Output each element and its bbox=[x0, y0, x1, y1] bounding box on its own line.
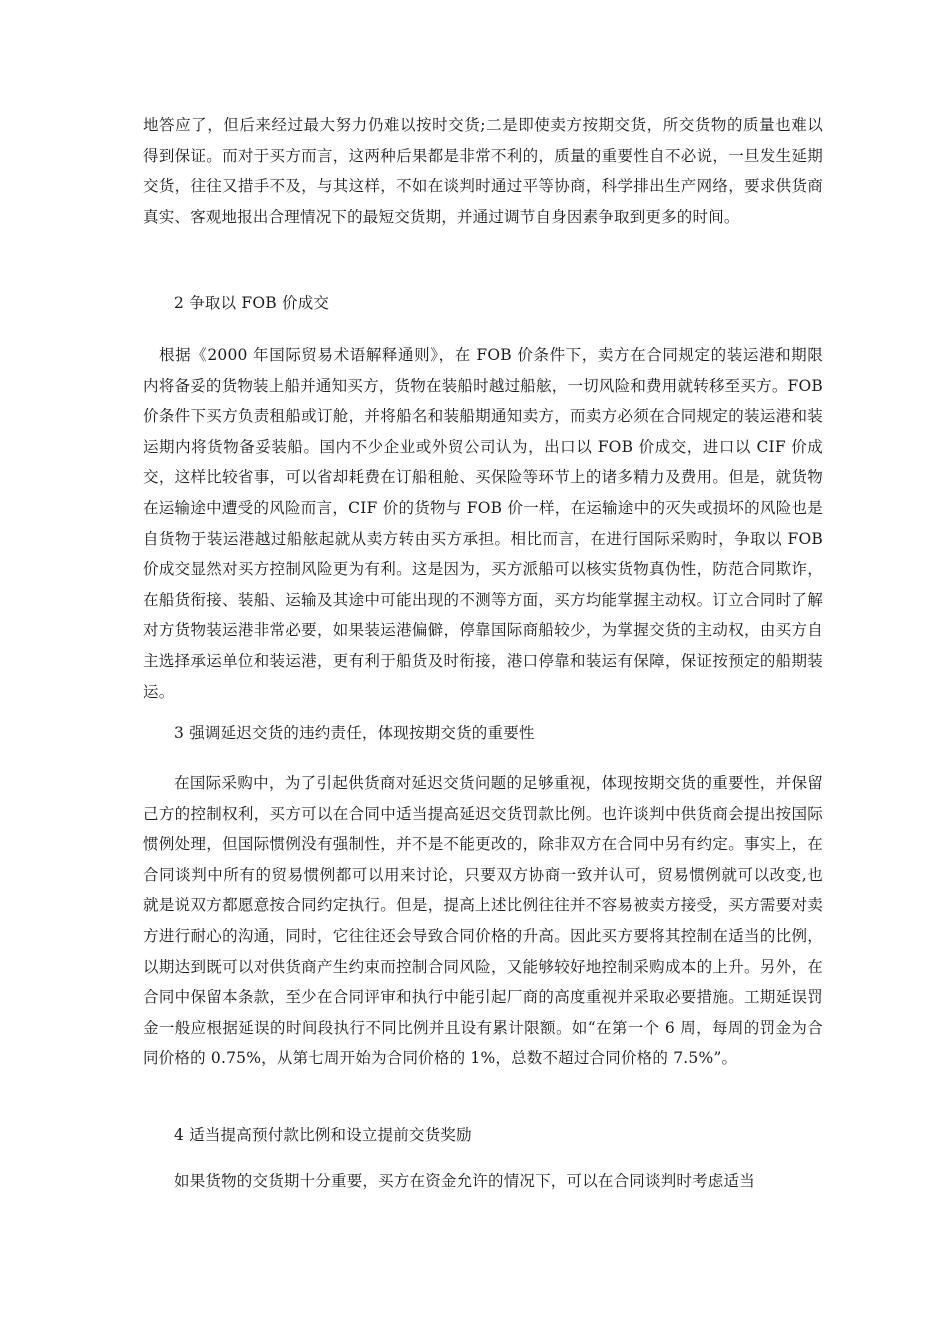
section-heading-advance-payment: 4 适当提高预付款比例和设立提前交货奖励 bbox=[174, 1126, 472, 1144]
paragraph-delivery-risk: 地答应了，但后来经过最大努力仍难以按时交货;二是即使卖方按期交货，所交货物的质量也难以得到保证。而对于买方而言，这两种后果都是非常不利的，质量的重要性自不必说，一旦发生延期交货，往往又措手不及，与其这样，不如在谈判时通过平等协商，科学排出生产网络，要求供货商真实、客观地报出合理情况下的最短交货期，并通过调节自身因素争取到更多的时间。 bbox=[143, 116, 823, 226]
paragraph-advance-payment: 如果货物的交货期十分重要，买方在资金允许的情况下，可以在合同谈判时考虑适当 bbox=[174, 1172, 755, 1190]
paragraph-late-delivery-penalty: 在国际采购中，为了引起供货商对延迟交货问题的足够重视，体现按期交货的重要性，并保留己方的控制权利，买方可以在合同中适当提高延迟交货罚款比例。也许谈判中供货商会提出按国际惯例处理，但国际惯例没有强制性，并不是不能更改的，除非双方在合同中另有约定。事实上，在合同谈判中所有的贸易惯例都可以用来讨论，只要双方协商一致并认可，贸易惯例就可以改变,也就是说双方都愿意按合同约定执行。但是，提高上述比例往往并不容易被卖方接受，买方需要对卖方进行耐心的沟通，同时，它往往还会导致合同价格的升高。因此买方要将其控制在适当的比例，以期达到既可以对供货商产生约束而控制合同风险，又能够较好地控制采购成本的上升。另外，在合同中保留本条款，至少在合同评审和执行中能引起厂商的高度重视并采取必要措施。工期延误罚金一般应根据延误的时间段执行不同比例并且设有累计限额。如“在第一个 6 周，每周的罚金为合同价格的 0.75%，从第七周开始为合同价格的 1%，总数不超过合同价格的 7.5%”。 bbox=[143, 774, 823, 1068]
section-heading-fob: 2 争取以 FOB 价成交 bbox=[174, 294, 330, 312]
section-heading-late-delivery: 3 强调延迟交货的违约责任，体现按期交货的重要性 bbox=[174, 724, 535, 742]
paragraph-fob-pricing: 根据《2000 年国际贸易术语解释通则》，在 FOB 价条件下，卖方在合同规定的装运港和期限内将备妥的货物装上船并通知买方，货物在装船时越过船舷，一切风险和费用就转移至买方。FOB 价条件下买方负责租船或订舱，并将船名和装船期通知卖方，而卖方必须在合同规定的装运港和装运期内将货物备妥装船。国内不少企业或外贸公司认为，出口以 FOB 价成交，进口以 CIF 价成交，这样比较省事，可以省却耗费在订船租舱、买保险等环节上的诸多精力及费用。但是，就货物在运输途中遭受的风险而言，CIF 价的货物与 FOB 价一样，在运输途中的灭失或损坏的风险也是自货物于装运港越过船舷起就从卖方转由买方承担。相比而言，在进行国际采购时，争取以 FOB 价成交显然对买方控制风险更为有利。这是因为，买方派船可以核实货物真伪性，防范合同欺诈，在船货衔接、装船、运输及其途中可能出现的不测等方面，买方均能掌握主动权。订立合同时了解对方货物装运港非常必要，如果装运港偏僻，停靠国际商船较少，为掌握交货的主动权，由买方自主选择承运单位和装运港，更有利于船货及时衔接，港口停靠和装运有保障，保证按预定的船期装运。 bbox=[143, 346, 823, 701]
